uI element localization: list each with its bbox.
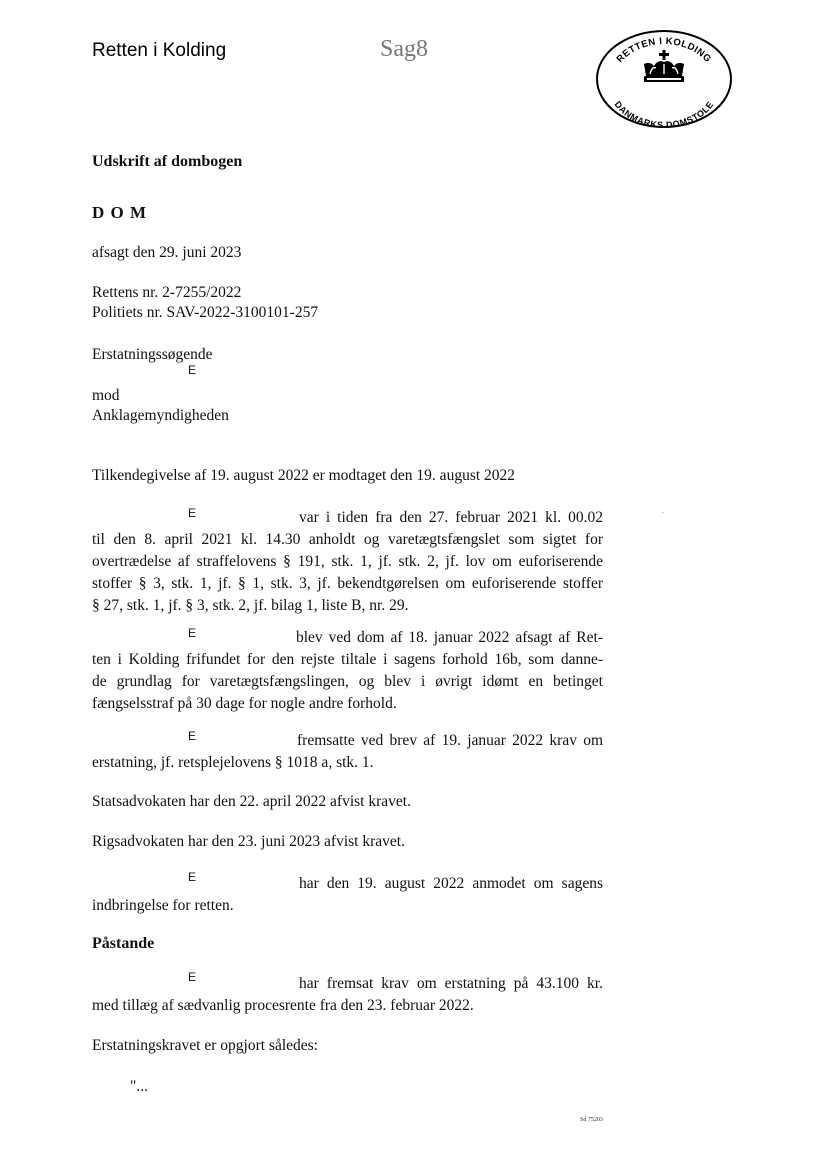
quote-start: "... bbox=[130, 1078, 148, 1095]
doc-title: D O M bbox=[92, 203, 148, 222]
p6-line: indbringelse for retten. bbox=[92, 897, 234, 914]
claims-heading: Påstande bbox=[92, 935, 155, 952]
paragraph-claim-letter bbox=[92, 730, 603, 774]
p2-line: de grundlag for varetægtsfængslingen, og blev i øvrigt idømt en betinget bbox=[92, 673, 603, 690]
paragraph-claim-breakdown: Erstatningskravet er opgjort således: bbox=[92, 1037, 318, 1054]
police-number: Politiets nr. SAV-2022-3100101-257 bbox=[92, 304, 319, 321]
seal-top-text: RETTEN I KOLDING bbox=[614, 35, 714, 65]
p1-line: § 27, stk. 1, jf. § 3, stk. 2, jf. bilag 1, liste B, nr. 29. bbox=[92, 597, 409, 614]
claimant-mark: E bbox=[188, 363, 197, 377]
case-label: Sag8 bbox=[380, 36, 428, 62]
p3-line: erstatning, jf. retsplejelovens § 1018 a, stk. 1. bbox=[92, 754, 374, 771]
svg-text:DANMARKS DOMSTOLE bbox=[613, 99, 716, 130]
p1-mark: E bbox=[188, 506, 197, 520]
respondent-label: Anklagemyndigheden bbox=[92, 407, 229, 424]
seal-bottom-text: DANMARKS DOMSTOLE bbox=[612, 99, 716, 130]
p1-line: stoffer § 3, stk. 1, jf. § 1, stk. 3, jf. bekendtgørelsen om euforiserende stoffer bbox=[92, 575, 603, 592]
p7-mark: E bbox=[188, 970, 197, 984]
paragraph-detention bbox=[92, 507, 603, 617]
scan-speck bbox=[662, 512, 664, 513]
paragraph-director-prosecutions: Rigsadvokaten har den 23. juni 2023 afvist kravet. bbox=[92, 833, 405, 850]
p7-line: har fremsat krav om erstatning på 43.100 kr. bbox=[299, 975, 603, 992]
p2-line: fængselsstraf på 30 dage for nogle andre forhold. bbox=[92, 695, 397, 712]
versus-label: mod bbox=[92, 387, 120, 404]
paragraph-acquittal bbox=[92, 627, 603, 715]
paragraph-claim-amount bbox=[92, 973, 603, 1017]
p2-line: ten i Kolding frifundet for den rejste tiltale i sagens forhold 16b, som danne- bbox=[92, 651, 603, 668]
paragraph-state-prosecutor: Statsadvokaten har den 22. april 2022 afvist kravet. bbox=[92, 793, 411, 810]
p2-line: blev ved dom af 18. januar 2022 afsagt af Ret- bbox=[296, 629, 603, 646]
p1-line: var i tiden fra den 27. februar 2021 kl. 00.02 bbox=[299, 509, 603, 526]
court-seal bbox=[594, 28, 734, 130]
claimant-label: Erstatningssøgende bbox=[92, 346, 213, 363]
p6-line: har den 19. august 2022 anmodet om sagens bbox=[299, 875, 603, 892]
verdict-date: afsagt den 29. juni 2023 bbox=[92, 244, 242, 261]
court-name: Retten i Kolding bbox=[92, 40, 227, 61]
p7-line: med tillæg af sædvanlig procesrente fra den 23. februar 2022. bbox=[92, 997, 474, 1014]
paragraph-referral bbox=[92, 873, 603, 917]
doc-heading: Udskrift af dombogen bbox=[92, 153, 243, 170]
p1-line: overtrædelse af straffelovens § 191, stk. 1, jf. stk. 2, jf. lov om euforiserende bbox=[92, 553, 603, 570]
footer-code: Sd 75203 bbox=[580, 1117, 603, 1123]
p1-line: til den 8. april 2021 kl. 14.30 anholdt og varetægtsfængslet som sigtet for bbox=[92, 531, 603, 548]
p6-mark: E bbox=[188, 870, 197, 884]
p3-line: fremsatte ved brev af 19. januar 2022 krav om bbox=[297, 732, 603, 749]
p2-mark: E bbox=[188, 626, 197, 640]
receipt-line: Tilkendegivelse af 19. august 2022 er modtaget den 19. august 2022 bbox=[92, 467, 516, 484]
crown-icon bbox=[644, 50, 684, 82]
court-number: Rettens nr. 2-7255/2022 bbox=[92, 284, 242, 301]
p3-mark: E bbox=[188, 729, 197, 743]
